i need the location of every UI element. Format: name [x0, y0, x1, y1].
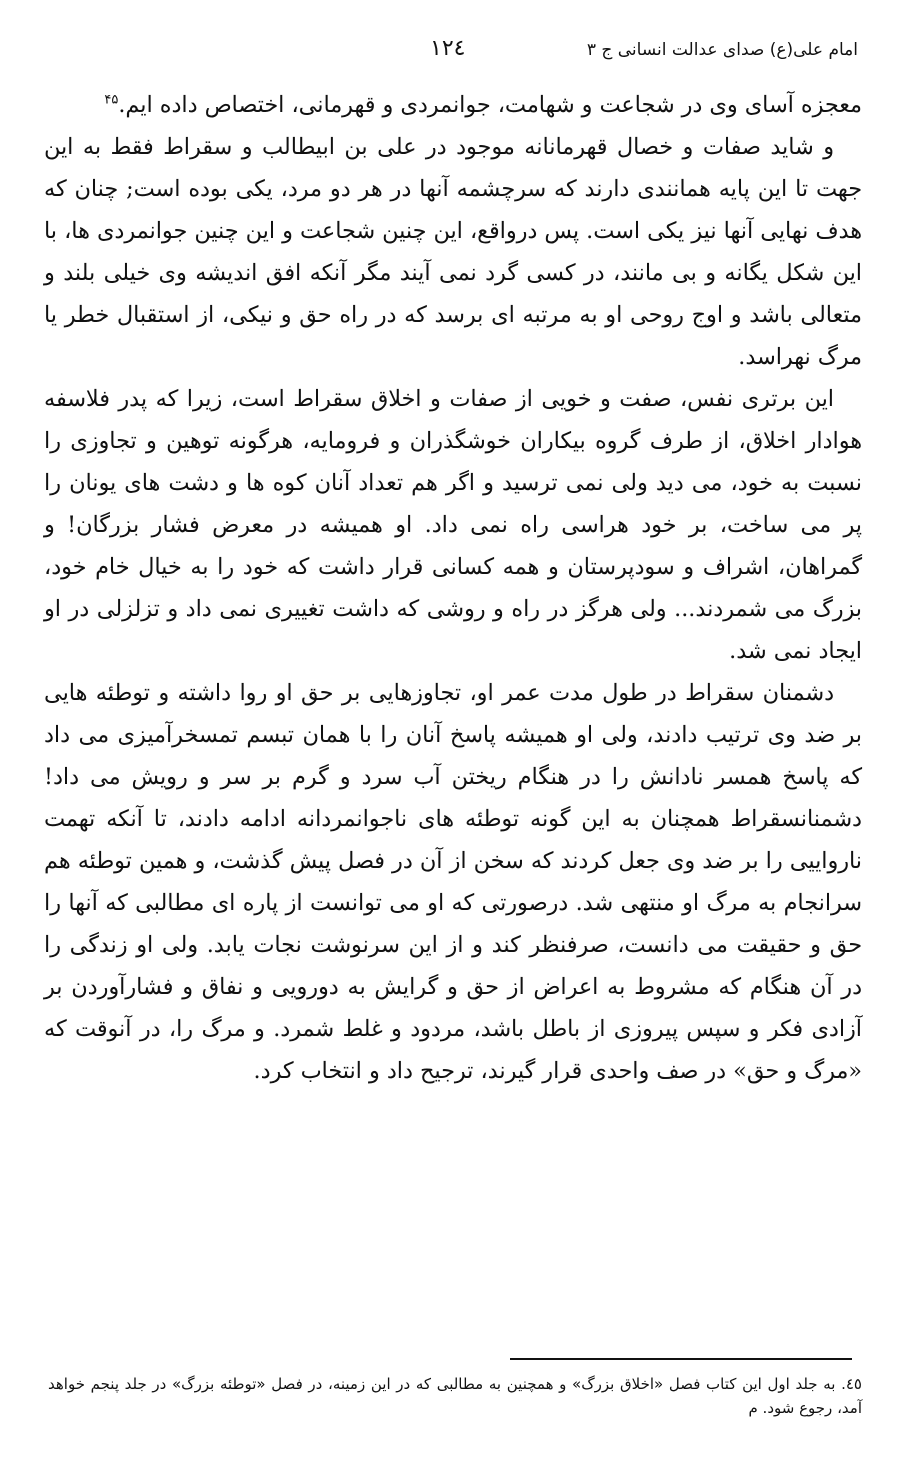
paragraph-1 [44, 84, 862, 126]
page-header [40, 36, 858, 76]
paragraph-3: این برتری نفس، صفت و خویی از صفات و اخلاق سقراط است، زیرا که پدر فلاسفه هوادار اخلاق، از طرف گروه بیکاران خوشگذران و فرومایه، هرگونه توهین و تجاوزی را نسبت به خود، می دید ولی نمی ترسید و اگر هم تعداد آنان کوه ها و دشت های یونان را پر می ساخت، بر خود هراسی راه نمی داد. او همیشه در معرض فشار بزرگان! و گمراهان، اشراف و سودپرستان و همه کسانی قرار داشت که خود را به خیال خام خود، بزرگ می شمردند... ولی هرگز در راه و روشی که داشت تغییری نمی داد و تزلزلی در او ایجاد نمی شد. [44, 386, 862, 664]
paragraph-2: و شاید صفات و خصال قهرمانانه موجود در علی بن ابیطالب و سقراط فقط به این جهت تا این پایه همانندی دارند که سرچشمه آنها در هر دو مرد، یکی بوده است; چنان که هدف نهایی آنها نیز یکی است. پس درواقع، این چنین شجاعت و این چنین جوانمردی ها، با این شکل یگانه و بی مانند، در کسی گرد نمی آیند مگر آنکه افق اندیشه وی خیلی بلند و متعالی باشد و اوج روحی او به مرتبه ای برسد که در راه حق و نیکی، از استقبال خطر یا مرگ نهراسد. [44, 134, 862, 370]
footnote-ref-45: ۴۵ [104, 92, 119, 108]
body-text [44, 84, 862, 1092]
page-number: ۱۲٤ [430, 36, 466, 61]
running-title: امام علی(ع) صدای عدالت انسانی ج ۳ [586, 40, 858, 60]
paragraph-1-text: معجزه آسای وی در شجاعت و شهامت، جوانمردی و قهرمانی، اختصاص داده ایم. [118, 92, 862, 118]
footnote-45: ٤٥. به جلد اول این کتاب فصل «اخلاق بزرگ» و همچنین به مطالبی که در این زمینه، در فصل «توطئه بزرگ» در جلد پنجم خواهد آمد، رجوع شود. م [48, 1375, 862, 1417]
footnotes [48, 1372, 862, 1420]
footnote-divider [510, 1358, 852, 1360]
paragraph-4: دشمنان سقراط در طول مدت عمر او، تجاوزهایی بر حق او روا داشته و توطئه هایی بر ضد وی ترتیب دادند، ولی او همیشه پاسخ آنان را با همان تبسم تمسخرآمیزی می داد که پاسخ همسر نادانش را در هنگام ریختن آب سرد و گرم بر سر و رویش می داد! دشمنانسقراط همچنان به این گونه توطئه های ناجوانمردانه ادامه دادند، تا آنکه تهمت نارواییی را بر ضد وی جعل کردند که سخن از آن در فصل پیش گذشت، و همین توطئه هم سرانجام به مرگ او منتهی شد. درصورتی که او می توانست از پاره ای مطالبی که آنها را حق و حقیقت می دانست، صرفنظر کند و از این سرنوشت نجات یابد. ولی او زندگی را در آن هنگام که مشروط به اعراض از حق و گرایش به دورویی و نفاق و فشارآوردن بر آزادی فکر و سپس پیروزی از باطل باشد، مردود و غلط شمرد. و مرگ را، در آنوقت که «مرگ و حق» در صف واحدی قرار گیرند، ترجیح داد و انتخاب کرد. [44, 680, 862, 1084]
